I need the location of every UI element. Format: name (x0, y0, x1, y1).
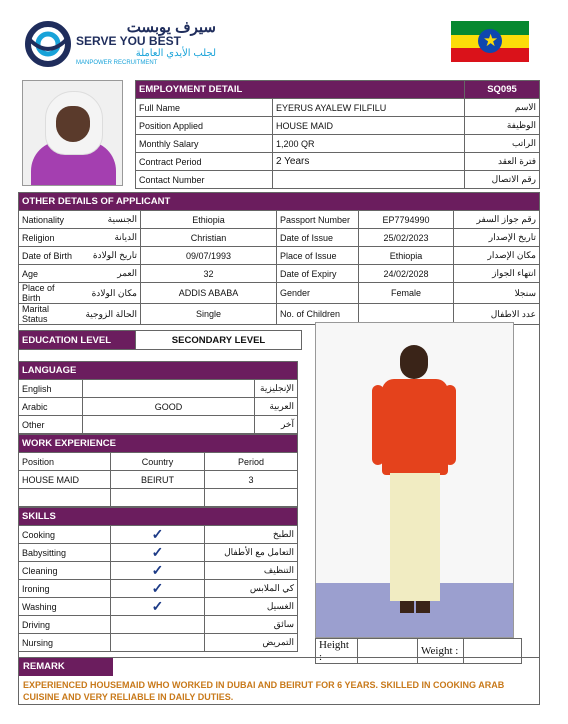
check-mark-icon (111, 634, 205, 652)
label: Nationality (19, 211, 79, 229)
applicant-portrait-photo (22, 80, 123, 186)
field-label: Position Applied (136, 117, 273, 135)
field-label-ar: فترة العقد (465, 153, 540, 171)
remark-text: EXPERIENCED HOUSEMAID WHO WORKED IN DUBAI AND BEIRUT FOR 6 YEARS. SKILLED IN COOKING ARAB CUISINE AND VERY RELIABLE IN DAILY DUTIES. (23, 680, 505, 702)
check-mark-icon: ✓ (111, 526, 205, 544)
field-label-ar: رقم الاتصال (465, 171, 540, 189)
skills-title: SKILLS (19, 508, 298, 526)
check-mark-icon (111, 616, 205, 634)
label-ar: الديانة (79, 229, 141, 247)
skill-label-ar: سائق (205, 616, 298, 634)
column-header: Country (111, 453, 205, 471)
education-table (18, 330, 302, 350)
field-label-ar: الوظيفة (465, 117, 540, 135)
other-details-title: OTHER DETAILS OF APPLICANT (19, 193, 540, 211)
check-mark-icon: ✓ (111, 562, 205, 580)
label-ar: تاريخ الإصدار (454, 229, 540, 247)
language-label: Arabic (19, 398, 83, 416)
issue-date-value: 25/02/2023 (359, 229, 454, 247)
weight-label: Weight : (418, 639, 464, 664)
label-ar: الحالة الزوجية (79, 304, 141, 325)
remark-title: REMARK (19, 658, 113, 676)
skill-label-ar: الطبخ (205, 526, 298, 544)
height-label: Height : (316, 639, 358, 664)
table-cell: 3 (205, 471, 298, 489)
label-ar: انتهاء الجواز (454, 265, 540, 283)
position-value: HOUSE MAID (273, 117, 465, 135)
education-label: EDUCATION LEVEL (19, 331, 136, 350)
skill-label: Nursing (19, 634, 111, 652)
birth-place-value: ADDIS ABABA (141, 283, 277, 304)
label: Gender (277, 283, 359, 304)
remark-section (18, 657, 540, 705)
other-details-table (18, 192, 540, 325)
contract-value: 2 Years (273, 153, 465, 171)
skill-label-ar: التعامل مع الأطفال (205, 544, 298, 562)
table-cell: HOUSE MAID (19, 471, 111, 489)
field-label: Monthly Salary (136, 135, 273, 153)
skills-table (18, 507, 298, 652)
table-cell (19, 489, 111, 507)
logo-arabic: سيرف يوبست (126, 19, 216, 36)
applicant-full-body-photo (315, 322, 514, 638)
label: Place of Issue (277, 247, 359, 265)
label-ar: مكان الولادة (79, 283, 141, 304)
logo-arabic-sub: لجلب الأيدي العاملة (135, 48, 216, 59)
employment-detail-table (135, 80, 540, 189)
label-ar: عدد الاطفال (454, 304, 540, 325)
label: Religion (19, 229, 79, 247)
column-header: Period (205, 453, 298, 471)
skill-label-ar: كي الملابس (205, 580, 298, 598)
label: Date of Issue (277, 229, 359, 247)
skill-label: Cleaning (19, 562, 111, 580)
work-experience-title: WORK EXPERIENCE (19, 435, 298, 453)
skill-label: Babysitting (19, 544, 111, 562)
company-logo (22, 20, 222, 72)
skill-label-ar: التنظيف (205, 562, 298, 580)
language-table (18, 361, 298, 434)
field-label-ar: الاسم (465, 99, 540, 117)
check-mark-icon: ✓ (111, 598, 205, 616)
dob-value: 09/07/1993 (141, 247, 277, 265)
skill-label-ar: التمريض (205, 634, 298, 652)
label-ar: مكان الإصدار (454, 247, 540, 265)
salary-value: 1,200 QR (273, 135, 465, 153)
table-cell (205, 489, 298, 507)
logo-english-sub: MANPOWER RECRUITMENT (76, 60, 158, 66)
label-ar: العمر (79, 265, 141, 283)
field-label: Contact Number (136, 171, 273, 189)
label-ar: سنجلا (454, 283, 540, 304)
field-label: Contract Period (136, 153, 273, 171)
field-label: Full Name (136, 99, 273, 117)
gender-value: Female (359, 283, 454, 304)
logo-emblem-icon (22, 20, 74, 68)
language-label-ar: العربية (255, 398, 298, 416)
label: No. of Children (277, 304, 359, 325)
table-cell: BEIRUT (111, 471, 205, 489)
label: Age (19, 265, 79, 283)
nationality-value: Ethiopia (141, 211, 277, 229)
table-cell (111, 489, 205, 507)
logo-english: SERVE YOU BEST (76, 34, 181, 48)
employment-detail-title: EMPLOYMENT DETAIL (136, 81, 465, 99)
language-label: English (19, 380, 83, 398)
column-header: Position (19, 453, 111, 471)
field-label-ar: الراتب (465, 135, 540, 153)
language-label-ar: الإنجليزية (255, 380, 298, 398)
label: Place of Birth (19, 283, 79, 304)
education-value: SECONDARY LEVEL (136, 331, 302, 350)
label: Date of Expiry (277, 265, 359, 283)
label-ar: الجنسية (79, 211, 141, 229)
issue-place-value: Ethiopia (359, 247, 454, 265)
check-mark-icon: ✓ (111, 580, 205, 598)
language-label: Other (19, 416, 83, 434)
work-experience-table (18, 434, 298, 507)
religion-value: Christian (141, 229, 277, 247)
skill-label: Cooking (19, 526, 111, 544)
age-value: 32 (141, 265, 277, 283)
skill-label: Washing (19, 598, 111, 616)
passport-value: EP7794990 (359, 211, 454, 229)
contact-value (273, 171, 465, 189)
ethiopia-flag-icon: ★ (451, 21, 529, 62)
skill-label: Driving (19, 616, 111, 634)
marital-value: Single (141, 304, 277, 325)
label-ar: تاريخ الولادة (79, 247, 141, 265)
skill-label-ar: الغسيل (205, 598, 298, 616)
label-ar: رقم جواز السفر (454, 211, 540, 229)
language-level (83, 380, 255, 398)
language-title: LANGUAGE (19, 362, 298, 380)
language-level: GOOD (83, 398, 255, 416)
skill-label: Ironing (19, 580, 111, 598)
check-mark-icon: ✓ (111, 544, 205, 562)
language-level (83, 416, 255, 434)
label: Marital Status (19, 304, 79, 325)
full-name-value: EYERUS AYALEW FILFILU (273, 99, 465, 117)
label: Passport Number (277, 211, 359, 229)
label: Date of Birth (19, 247, 79, 265)
language-label-ar: آخر (255, 416, 298, 434)
expiry-value: 24/02/2028 (359, 265, 454, 283)
reference-code: SQ095 (465, 81, 540, 99)
